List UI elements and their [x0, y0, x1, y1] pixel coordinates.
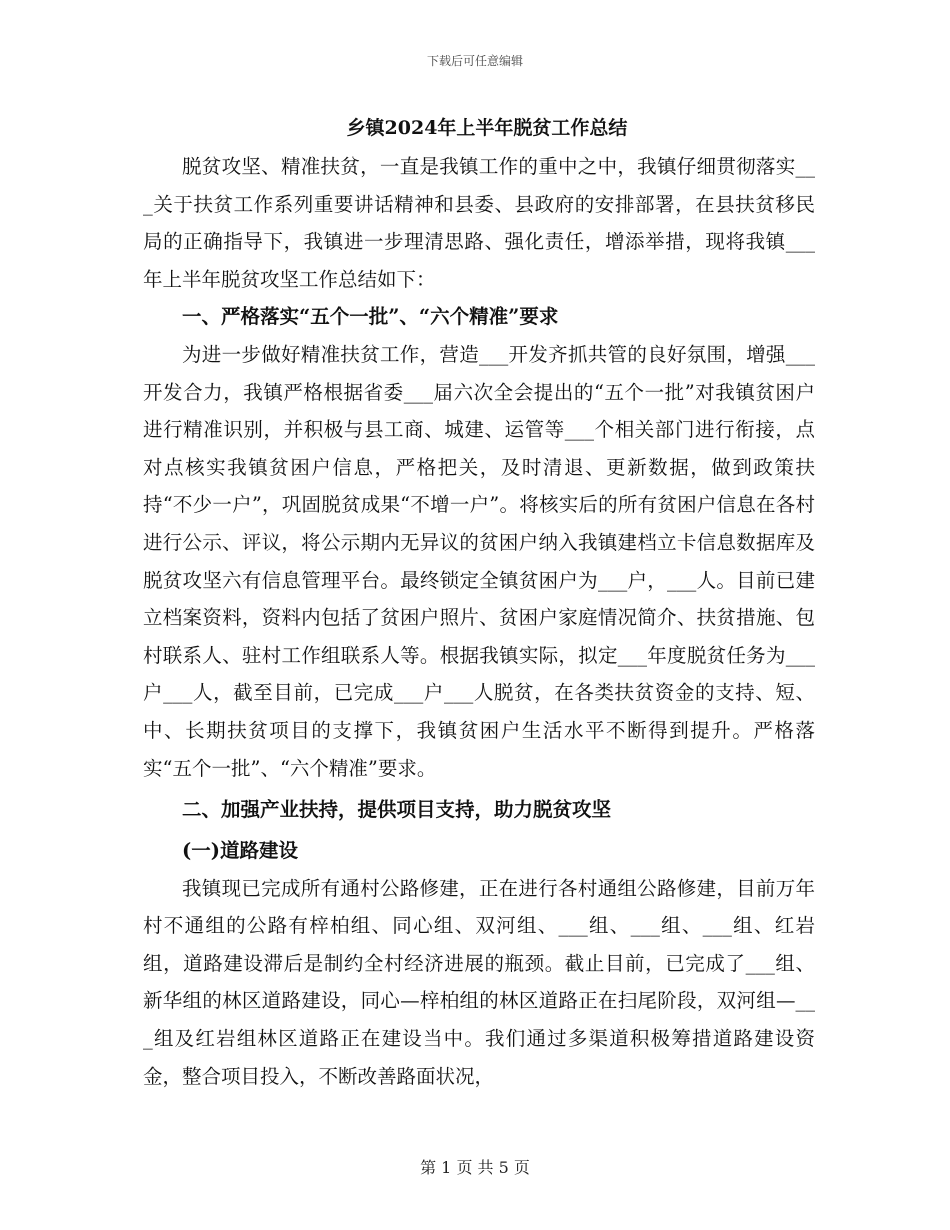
page-number: 第 1 页 共 5 页: [420, 1158, 530, 1177]
section-1-heading: 一、严格落实“五个一批”、“六个精准”要求: [182, 305, 559, 329]
page-header-note: 下载后可任意编辑: [426, 54, 523, 68]
road-construction-paragraph: 我镇现已完成所有通村公路修建，正在进行各村通组公路修建，目前万年村不通组的公路有梓柏组、同心组、双河组、___组、___组、___组、红岩组，道路建设滞后是制约全村经济进展的瓶颈。截止目前，已完成了___组、新华组的林区道路建设，同心—梓柏组的林区道路正在扫尾阶段，双河组—___组及红岩组林区道路正在建设当中。我们通过多渠道积极筹措道路建设资金，整合项目投入，不断改善路面状况，: [143, 876, 815, 1088]
subsection-road-heading: (一)道路建设: [182, 839, 298, 863]
document-body: [143, 108, 815, 1095]
document-title: 乡镇2024年上半年脱贫工作总结: [346, 117, 628, 139]
section-2-heading: 二、加强产业扶持，提供项目支持，助力脱贫攻坚: [182, 798, 612, 822]
section-1-paragraph: 为进一步做好精准扶贫工作，营造___开发齐抓共管的良好氛围，增强___开发合力，我镇严格根据省委___届六次全会提出的“五个一批”对我镇贫困户进行精准识别，并积极与县工商、城建、运管等___个相关部门进行衔接，点对点核实我镇贫困户信息，严格把关，及时清退、更新数据，做到政策扶持“不少一户”，巩固脱贫成果“不增一户”。将核实后的所有贫困户信息在各村进行公示、评议，将公示期内无异议的贫困户纳入我镇建档立卡信息数据库及脱贫攻坚六有信息管理平台。最终锁定全镇贫困户为___户，___人。目前已建立档案资料，资料内包括了贫困户照片、贫困户家庭情况简介、扶贫措施、包村联系人、驻村工作组联系人等。根据我镇实际，拟定___年度脱贫任务为___户___人，截至目前，已完成___户___人脱贫，在各类扶贫资金的支持、短、中、长期扶贫项目的支撑下，我镇贫困户生活水平不断得到提升。严格落实“五个一批”、“六个精准”要求。: [143, 342, 815, 780]
intro-paragraph: 脱贫攻坚、精准扶贫，一直是我镇工作的重中之中，我镇仔细贯彻落实___关于扶贫工作系列重要讲话精神和县委、县政府的安排部署，在县扶贫移民局的正确指导下，我镇进一步理清思路、强化责任，增添举措，现将我镇___年上半年脱贫攻坚工作总结如下：: [143, 155, 815, 291]
